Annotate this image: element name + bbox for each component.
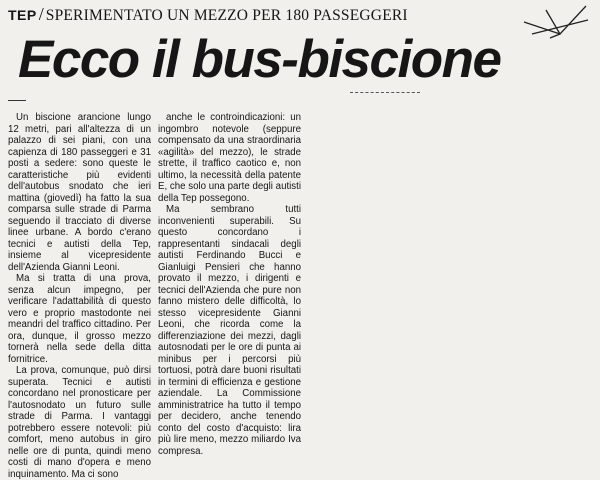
paragraph: La prova, comunque, può dirsi superata. Tecnici e autisti concordano nel pronosticare per l'autosnodato un futuro sulle strade di Parma. I vantaggi potrebbero essere notevoli: più comfort, meno autobus in giro nelle ore di punta, quindi meno costi di mano d'opera e meno inquinamento. Ma ci sono bbox=[8, 365, 151, 480]
headline: Ecco il bus-biscione bbox=[18, 30, 501, 89]
rule-mark bbox=[8, 100, 26, 101]
dashed-rule bbox=[350, 92, 420, 93]
kicker bbox=[8, 4, 408, 26]
article-column-2 bbox=[158, 112, 301, 457]
article-column-1 bbox=[8, 112, 151, 480]
paragraph: Ma si tratta di una prova, senza alcun impegno, per verificare l'adattabilità di questo vero e proprio mastodonte nei meandri del traffico cittadino. Per ora, dunque, il grosso mezzo tornerà nella sede della ditta fornitrice. bbox=[8, 273, 151, 365]
kicker-tag: TEP bbox=[8, 7, 37, 23]
paragraph: Un biscione arancione lungo 12 metri, pari all'altezza di un palazzo di sei piani, con una capienza di 180 passeggeri e 31 posti a sedere: sono queste le caratteristiche più evidenti dell'autobus snodato che ieri mattina (giovedì) ha fatto la sua comparsa sulle strade di Parma seguendo il tracciato di diverse linee urbane. A bordo c'erano tecnici e autisti della Tep, insieme al vicepresidente dell'Azienda Gianni Leoni. bbox=[8, 112, 151, 273]
kicker-separator: / bbox=[38, 4, 44, 24]
kicker-subtitle: SPERIMENTATO UN MEZZO PER 180 PASSEGGERI bbox=[45, 7, 408, 24]
paragraph: anche le controindicazioni: un ingombro notevole (seppure compensato da una straordinaria «agilità» del mezzo), le strade strette, il traffico caotico e, non ultimo, la necessità della patente E, che solo una parte degli autisti della Tep possegono. bbox=[158, 112, 301, 204]
paragraph: Ma sembrano tutti inconvenienti superabili. Su questo concordano i rappresentanti sindacali degli autisti Ferdinando Bucci e Gianluigi Pensieri che hanno provato il mezzo, i dirigenti e tecnici dell'Azienda che pure non fanno mistero delle difficoltà, lo stesso vicepresidente Gianni Leoni, che ricorda come la differenziazione dei mezzi, dagli autosnodati per le ore di punta ai minibus per i percorsi più tortuosi, potrà dare buoni risultati in termini di efficienza e gestione aziendale. La Commissione amministratrice ha tutto il tempo per decidero, anche tenendo conto del costo d'acquisto: lira più lire meno, mezzo miliardo Iva compresa. bbox=[158, 204, 301, 457]
